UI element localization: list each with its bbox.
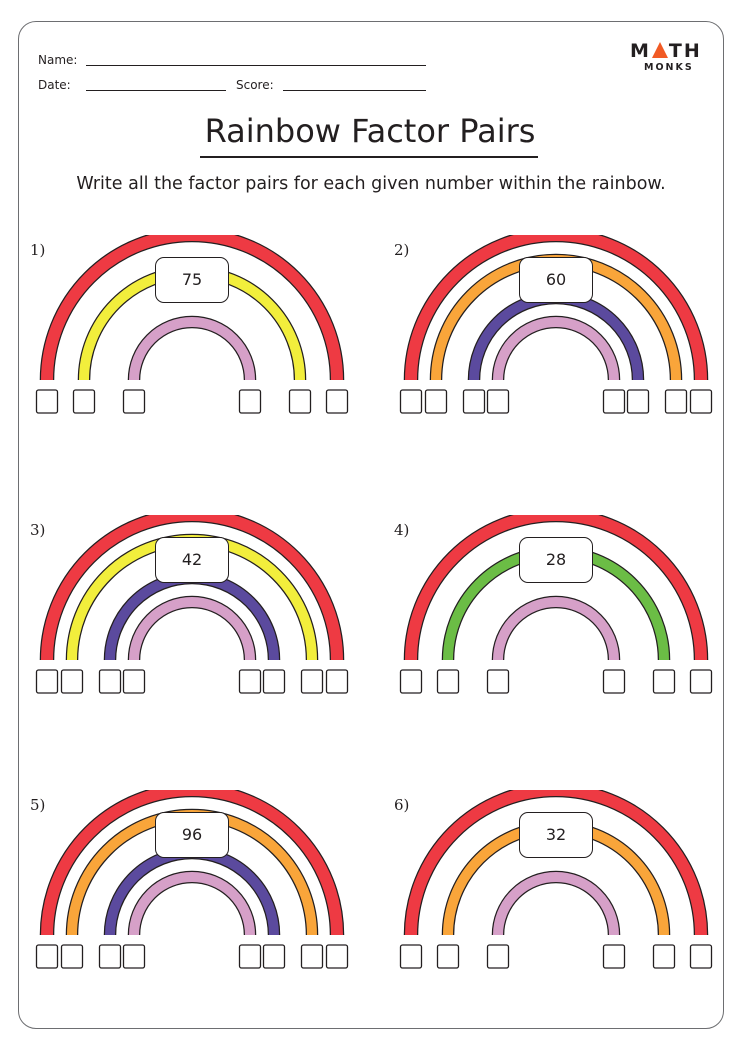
date-label: Date:: [38, 78, 71, 92]
factor-answer-box[interactable]: [327, 670, 348, 693]
factor-answer-box[interactable]: [654, 945, 675, 968]
factor-answer-box[interactable]: [264, 945, 285, 968]
score-label: Score:: [236, 78, 274, 92]
factor-answer-box[interactable]: [438, 670, 459, 693]
factor-answer-box[interactable]: [604, 945, 625, 968]
factor-answer-box[interactable]: [327, 390, 348, 413]
rainbow-band-outline: [498, 322, 614, 380]
problem-2: [386, 235, 726, 425]
factor-answer-box[interactable]: [302, 945, 323, 968]
rainbow-band-outline: [134, 322, 250, 380]
factor-answer-box[interactable]: [290, 390, 311, 413]
triangle-icon: [652, 42, 668, 58]
factor-answer-box[interactable]: [438, 945, 459, 968]
problem-number: 6): [394, 796, 410, 814]
target-number-box: 96: [155, 812, 229, 858]
rainbow-band-outline: [498, 877, 614, 935]
target-number-box: 32: [519, 812, 593, 858]
rainbow-band-outline: [498, 602, 614, 660]
math-monks-logo: M TH MONKS: [630, 40, 702, 73]
factor-answer-box[interactable]: [401, 945, 422, 968]
target-number-box: 42: [155, 537, 229, 583]
factor-answer-box[interactable]: [654, 670, 675, 693]
problem-number: 3): [30, 521, 46, 539]
problem-1: [22, 235, 362, 425]
problem-3: [22, 515, 362, 705]
factor-answer-box[interactable]: [264, 670, 285, 693]
factor-answer-box[interactable]: [302, 670, 323, 693]
page-title: Rainbow Factor Pairs: [204, 112, 536, 150]
title-underline: [200, 156, 538, 158]
problem-6: [386, 790, 726, 980]
score-field[interactable]: [283, 90, 426, 91]
factor-answer-box[interactable]: [488, 945, 509, 968]
problem-4: [386, 515, 726, 705]
factor-answer-box[interactable]: [100, 670, 121, 693]
factor-answer-box[interactable]: [327, 945, 348, 968]
factor-answer-box[interactable]: [37, 390, 58, 413]
factor-answer-box[interactable]: [401, 670, 422, 693]
problem-number: 2): [394, 241, 410, 259]
factor-answer-box[interactable]: [74, 390, 95, 413]
target-number-box: 60: [519, 257, 593, 303]
rainbow-band-outline: [134, 877, 250, 935]
rainbow-band-outline: [134, 602, 250, 660]
factor-answer-box[interactable]: [488, 670, 509, 693]
factor-answer-box[interactable]: [37, 670, 58, 693]
factor-answer-box[interactable]: [124, 945, 145, 968]
instructions: Write all the factor pairs for each given number within the rainbow.: [76, 174, 666, 194]
factor-answer-box[interactable]: [62, 945, 83, 968]
factor-answer-box[interactable]: [124, 670, 145, 693]
target-number-box: 75: [155, 257, 229, 303]
factor-answer-box[interactable]: [666, 390, 687, 413]
factor-answer-box[interactable]: [488, 390, 509, 413]
target-number-box: 28: [519, 537, 593, 583]
factor-answer-box[interactable]: [691, 390, 712, 413]
factor-answer-box[interactable]: [401, 390, 422, 413]
name-field[interactable]: [86, 65, 426, 66]
factor-answer-box[interactable]: [464, 390, 485, 413]
problem-number: 4): [394, 521, 410, 539]
factor-answer-box[interactable]: [426, 390, 447, 413]
problem-number: 1): [30, 241, 46, 259]
factor-answer-box[interactable]: [604, 670, 625, 693]
date-field[interactable]: [86, 90, 226, 91]
factor-answer-box[interactable]: [37, 945, 58, 968]
name-label: Name:: [38, 53, 78, 67]
factor-answer-box[interactable]: [240, 390, 261, 413]
factor-answer-box[interactable]: [240, 945, 261, 968]
factor-answer-box[interactable]: [691, 945, 712, 968]
factor-answer-box[interactable]: [604, 390, 625, 413]
factor-answer-box[interactable]: [691, 670, 712, 693]
problem-5: [22, 790, 362, 980]
problem-number: 5): [30, 796, 46, 814]
factor-answer-box[interactable]: [240, 670, 261, 693]
factor-answer-box[interactable]: [62, 670, 83, 693]
factor-answer-box[interactable]: [124, 390, 145, 413]
factor-answer-box[interactable]: [628, 390, 649, 413]
factor-answer-box[interactable]: [100, 945, 121, 968]
